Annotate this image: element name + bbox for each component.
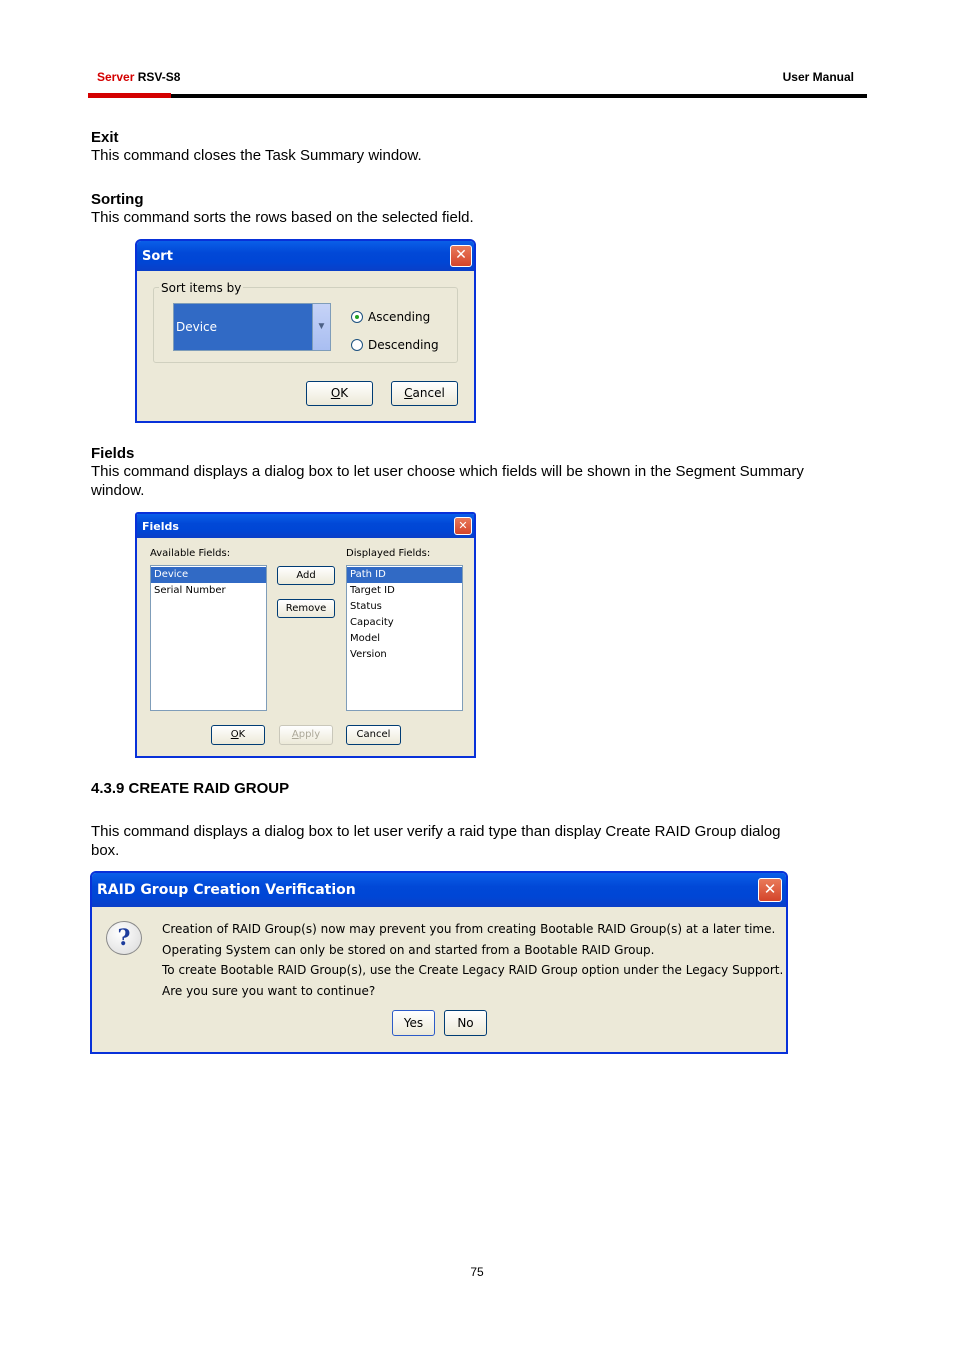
available-fields-label: Available Fields: [150,548,231,559]
raid-text-line1: This command displays a dialog box to let user verify a raid type than display Create RAID Group dialog [91,823,781,840]
raid-text-line2: box. [91,842,120,859]
header-rule-black [171,94,867,98]
exit-heading: Exit [91,129,119,146]
raid-dialog-titlebar [92,873,786,907]
ok-button[interactable]: OK [306,381,373,406]
list-item[interactable]: Path ID [347,567,462,583]
list-item[interactable]: Serial Number [154,585,226,596]
header-brand-red: Server [97,70,135,84]
fields-dialog [135,512,476,758]
ok-button[interactable]: OK [211,725,265,745]
apply-button[interactable]: Apply [279,725,333,745]
cancel-button[interactable]: Cancel [346,725,401,745]
ascending-label[interactable]: Ascending [368,310,431,324]
list-item[interactable]: Device [151,567,266,583]
sort-field-value: Device [176,320,218,334]
yes-button[interactable]: Yes [392,1010,435,1036]
raid-message-line: Creation of RAID Group(s) now may prevent you from creating Bootable RAID Group(s) at a later time. [162,922,776,936]
sorting-heading: Sorting [91,191,144,208]
fields-text-line2: window. [91,482,145,499]
add-button[interactable]: Add [277,566,335,585]
raid-message-line: To create Bootable RAID Group(s), use the Create Legacy RAID Group option under the Legacy Support. [162,963,784,978]
section-heading: 4.3.9 CREATE RAID GROUP [91,780,290,797]
ascending-radio[interactable] [351,311,363,323]
fields-dialog-titlebar [137,514,474,538]
available-fields-list[interactable] [150,565,267,711]
sorting-text: This command sorts the rows based on the selected field. [91,209,474,226]
fields-text-line1: This command displays a dialog box to let user choose which fields will be shown in the Segment Summary [91,463,804,480]
exit-text: This command closes the Task Summary window. [91,147,422,164]
cancel-button[interactable]: Cancel [391,381,458,406]
no-button[interactable]: No [444,1010,487,1036]
descending-label[interactable]: Descending [368,338,439,352]
chevron-down-icon[interactable]: ▼ [312,304,330,350]
sort-dialog-titlebar [137,241,474,271]
raid-verification-dialog [90,871,788,1054]
sort-group-label: Sort items by [161,281,242,295]
raid-dialog-message [162,919,783,1002]
fields-dialog-title: Fields [142,520,179,533]
sort-field-select[interactable] [173,303,331,351]
displayed-fields-label: Displayed Fields: [346,548,431,559]
close-icon[interactable]: ✕ [454,517,472,535]
close-icon[interactable]: ✕ [450,245,472,267]
raid-message-line: Operating System can only be stored on and started from a Bootable RAID Group. [162,942,655,957]
sort-dialog-title: Sort [142,249,173,264]
list-item[interactable]: Model [350,633,381,644]
question-icon: ? [106,921,142,955]
header-doc-title: User Manual [782,70,854,84]
list-item[interactable]: Target ID [350,585,395,596]
displayed-fields-list[interactable] [346,565,463,711]
header-brand [97,70,180,84]
header-brand-model: RSV-S8 [137,70,181,84]
sort-dialog [135,239,476,423]
header-rule-red [88,93,171,98]
list-item[interactable]: Version [350,649,387,660]
close-icon[interactable]: ✕ [758,878,782,902]
raid-message-line: Are you sure you want to continue? [162,984,376,999]
list-item[interactable]: Status [350,601,382,612]
fields-heading: Fields [91,445,135,462]
descending-radio[interactable] [351,339,363,351]
remove-button[interactable]: Remove [277,599,335,618]
list-item[interactable]: Capacity [350,617,394,628]
page-number: 75 [470,1265,484,1279]
raid-dialog-title: RAID Group Creation Verification [97,882,356,898]
